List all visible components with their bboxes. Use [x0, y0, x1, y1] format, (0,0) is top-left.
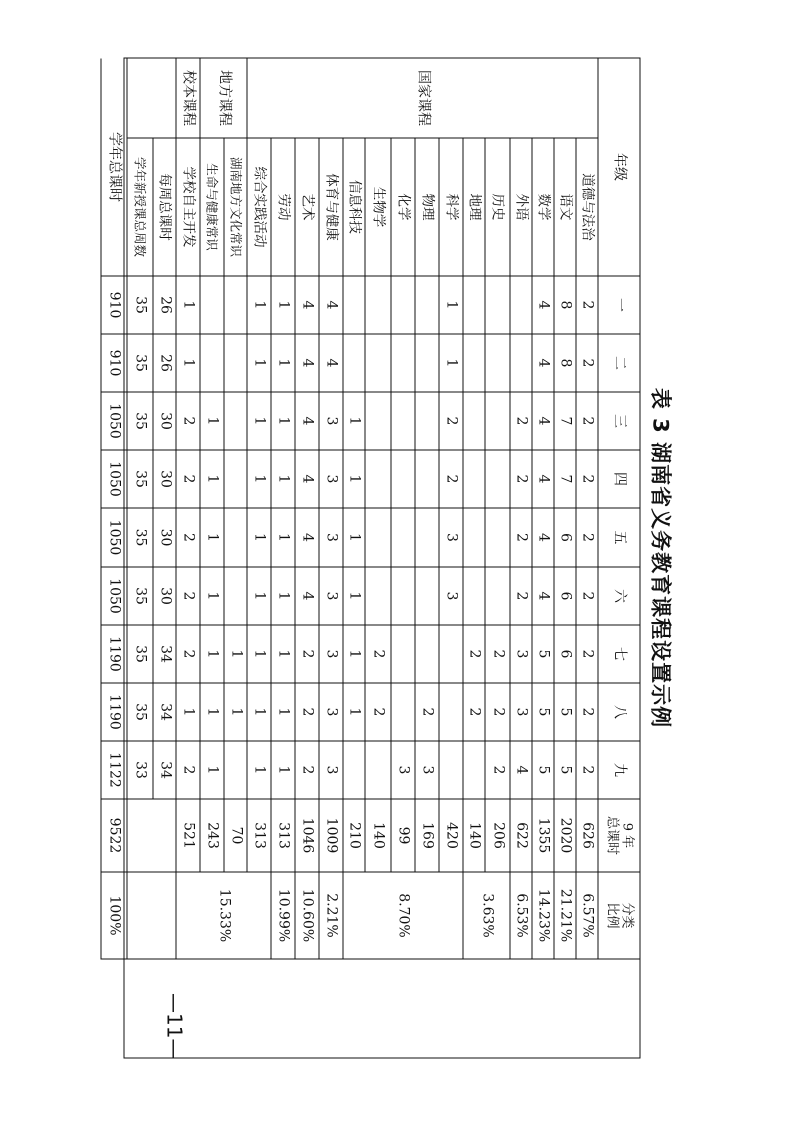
weeks-cell: 35: [127, 393, 153, 451]
weeks-cell: 35: [127, 451, 153, 509]
hours-cell: [391, 509, 415, 568]
subject-name: 地理: [463, 139, 485, 277]
hours-cell: 5: [532, 742, 554, 800]
hours-cell: [463, 335, 485, 393]
hours-cell: 1: [343, 451, 365, 509]
hours-cell: 7: [554, 451, 576, 509]
year-cell: 1190: [101, 626, 127, 684]
header-grade-7: 七: [598, 626, 640, 684]
year-cell: 1050: [101, 509, 127, 568]
hours-cell: 4: [532, 393, 554, 451]
hours-cell: 2: [510, 451, 532, 509]
hours-cell: 3: [510, 684, 532, 742]
hours-cell: [343, 742, 365, 800]
hours-cell: 2: [439, 393, 463, 451]
hours-cell: 4: [295, 277, 319, 335]
summary-blank: [127, 59, 176, 139]
hours-cell: [365, 568, 391, 626]
hours-cell: [343, 277, 365, 335]
hours-cell: 2: [176, 509, 200, 568]
hours-cell: [224, 742, 247, 800]
hours-cell: 5: [554, 684, 576, 742]
hours-cell: 1: [247, 742, 271, 800]
hours-cell: 1: [271, 335, 295, 393]
header-grade-6: 六: [598, 568, 640, 626]
hours-cell: 1: [343, 509, 365, 568]
hours-cell: [485, 277, 510, 335]
hours-cell: 2: [576, 277, 598, 335]
total-hours-cell: 420: [439, 800, 463, 873]
total-hours-cell: 210: [343, 800, 365, 873]
ratio-cell: 10.99%: [271, 873, 295, 960]
hours-cell: [391, 451, 415, 509]
hours-cell: [224, 277, 247, 335]
hours-cell: [224, 509, 247, 568]
hours-cell: [391, 277, 415, 335]
hours-cell: 1: [200, 626, 224, 684]
hours-cell: [343, 335, 365, 393]
ratio-cell: 2.21%: [319, 873, 343, 960]
ratio-cell: 15.33%: [176, 873, 271, 960]
hours-cell: 1: [247, 684, 271, 742]
hours-cell: 1: [200, 742, 224, 800]
hours-cell: 3: [510, 626, 532, 684]
hours-cell: [200, 335, 224, 393]
hours-cell: [391, 393, 415, 451]
hours-cell: 2: [463, 684, 485, 742]
year-label: 学年总课时: [101, 59, 127, 277]
total-hours-cell: 1046: [295, 800, 319, 873]
weeks-cell: 35: [127, 509, 153, 568]
hours-cell: 2: [510, 393, 532, 451]
header-grade-2: 二: [598, 335, 640, 393]
ratio-cell: 14.23%: [532, 873, 554, 960]
hours-cell: 4: [532, 451, 554, 509]
total-hours-cell: 140: [463, 800, 485, 873]
weekly-cell: 30: [153, 509, 176, 568]
hours-cell: [415, 393, 439, 451]
hours-cell: 3: [391, 742, 415, 800]
hours-cell: [415, 509, 439, 568]
hours-cell: [463, 451, 485, 509]
hours-cell: 2: [295, 742, 319, 800]
ratio-cell: 21.21%: [554, 873, 576, 960]
hours-cell: 1: [271, 393, 295, 451]
weekly-cell: 34: [153, 626, 176, 684]
hours-cell: 4: [532, 509, 554, 568]
hours-cell: 4: [532, 335, 554, 393]
header-grade-1: 一: [598, 277, 640, 335]
hours-cell: 1: [176, 277, 200, 335]
hours-cell: 2: [463, 626, 485, 684]
hours-cell: [415, 277, 439, 335]
hours-cell: 1: [200, 684, 224, 742]
hours-cell: [365, 451, 391, 509]
hours-cell: 2: [576, 684, 598, 742]
total-hours-cell: 313: [271, 800, 295, 873]
hours-cell: 1: [271, 684, 295, 742]
weeks-cell: 35: [127, 335, 153, 393]
header-grade: 年级: [598, 59, 640, 277]
subject-name: 生物学: [365, 139, 391, 277]
year-cell: 1050: [101, 568, 127, 626]
hours-cell: 2: [176, 568, 200, 626]
hours-cell: 1: [200, 568, 224, 626]
hours-cell: 4: [295, 335, 319, 393]
weekly-cell: 26: [153, 277, 176, 335]
hours-cell: 2: [365, 626, 391, 684]
subject-name: 历史: [485, 139, 510, 277]
hours-cell: 1: [343, 626, 365, 684]
hours-cell: [224, 568, 247, 626]
weekly-cell: 30: [153, 451, 176, 509]
hours-cell: [224, 335, 247, 393]
subject-name: 语文: [554, 139, 576, 277]
hours-cell: 4: [319, 277, 343, 335]
hours-cell: 3: [415, 742, 439, 800]
hours-cell: 2: [510, 568, 532, 626]
hours-cell: 1: [271, 568, 295, 626]
hours-cell: 1: [271, 742, 295, 800]
hours-cell: 2: [365, 684, 391, 742]
weekly-cell: 30: [153, 568, 176, 626]
header-grade-5: 五: [598, 509, 640, 568]
header-grade-4: 四: [598, 451, 640, 509]
hours-cell: 1: [271, 509, 295, 568]
hours-cell: 2: [576, 742, 598, 800]
weeks-cell: 35: [127, 684, 153, 742]
hours-cell: 3: [439, 509, 463, 568]
hours-cell: 2: [485, 742, 510, 800]
hours-cell: [510, 277, 532, 335]
subject-name: 综合实践活动: [247, 139, 271, 277]
total-hours-cell: 2020: [554, 800, 576, 873]
header-ratio: 分类 比例: [598, 873, 640, 960]
hours-cell: 3: [319, 684, 343, 742]
hours-cell: [365, 393, 391, 451]
subject-name: 数学: [532, 139, 554, 277]
total-hours-cell: 99: [391, 800, 415, 873]
hours-cell: 1: [247, 277, 271, 335]
hours-cell: 3: [319, 509, 343, 568]
hours-cell: [224, 393, 247, 451]
subject-name: 学校自主开发: [176, 139, 200, 277]
hours-cell: [391, 684, 415, 742]
hours-cell: 2: [576, 626, 598, 684]
hours-cell: [439, 742, 463, 800]
header-total: 9 年 总课时: [598, 800, 640, 873]
hours-cell: 2: [576, 451, 598, 509]
hours-cell: 6: [554, 626, 576, 684]
curriculum-table: [106, 58, 641, 1059]
hours-cell: 4: [510, 742, 532, 800]
weekly-cell: 34: [153, 684, 176, 742]
hours-cell: 5: [532, 684, 554, 742]
hours-cell: [365, 742, 391, 800]
hours-cell: 3: [319, 742, 343, 800]
hours-cell: [200, 277, 224, 335]
hours-cell: [415, 626, 439, 684]
hours-cell: 4: [295, 568, 319, 626]
hours-cell: 8: [554, 335, 576, 393]
hours-cell: 4: [295, 393, 319, 451]
hours-cell: [463, 509, 485, 568]
hours-cell: 2: [510, 509, 532, 568]
hours-cell: [463, 277, 485, 335]
hours-cell: 2: [176, 742, 200, 800]
hours-cell: 1: [343, 684, 365, 742]
hours-cell: 1: [247, 626, 271, 684]
hours-cell: 4: [532, 277, 554, 335]
subject-name: 湖南地方文化常识: [224, 139, 247, 277]
hours-cell: [415, 568, 439, 626]
hours-cell: 4: [295, 509, 319, 568]
hours-cell: 3: [319, 626, 343, 684]
hours-cell: 1: [247, 568, 271, 626]
year-total-cell: 9522: [101, 800, 127, 873]
hours-cell: [485, 509, 510, 568]
year-cell: 1122: [101, 742, 127, 800]
total-hours-cell: 313: [247, 800, 271, 873]
hours-cell: 1: [271, 626, 295, 684]
hours-cell: 1: [271, 451, 295, 509]
hours-cell: 2: [176, 393, 200, 451]
ratio-cell: 8.70%: [343, 873, 463, 960]
subject-name: 化学: [391, 139, 415, 277]
hours-cell: 2: [415, 684, 439, 742]
hours-cell: 1: [176, 684, 200, 742]
hours-cell: 1: [224, 626, 247, 684]
hours-cell: [485, 335, 510, 393]
hours-cell: 2: [176, 626, 200, 684]
hours-cell: [415, 451, 439, 509]
hours-cell: [365, 277, 391, 335]
hours-cell: 1: [224, 684, 247, 742]
subject-name: 体育与健康: [319, 139, 343, 277]
hours-cell: 1: [200, 451, 224, 509]
hours-cell: [224, 451, 247, 509]
category-school: 校本课程: [176, 59, 200, 139]
total-hours-cell: 169: [415, 800, 439, 873]
hours-cell: 1: [176, 335, 200, 393]
hours-cell: 6: [554, 568, 576, 626]
hours-cell: 6: [554, 509, 576, 568]
hours-cell: 2: [485, 626, 510, 684]
hours-cell: 1: [271, 277, 295, 335]
hours-cell: 1: [247, 451, 271, 509]
year-cell: 910: [101, 335, 127, 393]
weeks-cell: 35: [127, 277, 153, 335]
total-hours-cell: 206: [485, 800, 510, 873]
weekly-label: 每周总课时: [153, 139, 176, 277]
summary-total-blank: [127, 800, 176, 873]
hours-cell: 1: [439, 277, 463, 335]
hours-cell: [365, 509, 391, 568]
weekly-cell: 26: [153, 335, 176, 393]
total-hours-cell: 70: [224, 800, 247, 873]
hours-cell: [463, 742, 485, 800]
total-hours-cell: 626: [576, 800, 598, 873]
hours-cell: [485, 568, 510, 626]
subject-name: 劳动: [271, 139, 295, 277]
total-hours-cell: 1009: [319, 800, 343, 873]
hours-cell: 5: [532, 626, 554, 684]
ratio-cell: 6.53%: [510, 873, 532, 960]
weeks-cell: 33: [127, 742, 153, 800]
header-grade-9: 九: [598, 742, 640, 800]
weeks-cell: 35: [127, 626, 153, 684]
weeks-label: 学年新授课总周数: [127, 139, 153, 277]
hours-cell: 4: [319, 335, 343, 393]
hours-cell: 2: [485, 684, 510, 742]
hours-cell: 3: [439, 568, 463, 626]
subject-name: 信息科技: [343, 139, 365, 277]
category-national: 国家课程: [247, 59, 598, 139]
ratio-cell: 3.63%: [463, 873, 510, 960]
hours-cell: [463, 568, 485, 626]
hours-cell: [391, 626, 415, 684]
page-number: —11—: [162, 993, 187, 1059]
hours-cell: [391, 568, 415, 626]
hours-cell: 1: [200, 393, 224, 451]
category-local: 地方课程: [200, 59, 247, 139]
hours-cell: [415, 335, 439, 393]
hours-cell: [439, 684, 463, 742]
header-grade-8: 八: [598, 684, 640, 742]
hours-cell: 2: [295, 626, 319, 684]
total-hours-cell: 243: [200, 800, 224, 873]
hours-cell: [439, 626, 463, 684]
total-hours-cell: 622: [510, 800, 532, 873]
hours-cell: 1: [343, 568, 365, 626]
subject-name: 艺术: [295, 139, 319, 277]
hours-cell: 1: [247, 509, 271, 568]
weekly-cell: 30: [153, 393, 176, 451]
subject-name: 道德与法治: [576, 139, 598, 277]
hours-cell: [391, 335, 415, 393]
hours-cell: 4: [295, 451, 319, 509]
hours-cell: 3: [319, 568, 343, 626]
hours-cell: 5: [554, 742, 576, 800]
hours-cell: 8: [554, 277, 576, 335]
total-hours-cell: 1355: [532, 800, 554, 873]
subject-name: 物理: [415, 139, 439, 277]
hours-cell: 3: [319, 451, 343, 509]
total-hours-cell: 140: [365, 800, 391, 873]
subject-name: 生命与健康常识: [200, 139, 224, 277]
year-ratio-cell: 100%: [101, 873, 127, 960]
table-title: 表 3 湖南省义务教育课程设置示例: [648, 387, 673, 729]
year-cell: 1050: [101, 451, 127, 509]
year-cell: 910: [101, 277, 127, 335]
subject-name: 外语: [510, 139, 532, 277]
hours-cell: 2: [576, 509, 598, 568]
hours-cell: 2: [576, 393, 598, 451]
hours-cell: 1: [343, 393, 365, 451]
summary-ratio-blank: [127, 873, 176, 960]
hours-cell: 2: [176, 451, 200, 509]
total-hours-cell: 521: [176, 800, 200, 873]
year-cell: 1050: [101, 393, 127, 451]
hours-cell: 1: [200, 509, 224, 568]
hours-cell: [463, 393, 485, 451]
hours-cell: 3: [319, 393, 343, 451]
hours-cell: 1: [247, 335, 271, 393]
subject-name: 科学: [439, 139, 463, 277]
hours-cell: 1: [247, 393, 271, 451]
weeks-cell: 35: [127, 568, 153, 626]
header-grade-3: 三: [598, 393, 640, 451]
rotated-page: [106, 58, 683, 1059]
hours-cell: [485, 451, 510, 509]
hours-cell: [510, 335, 532, 393]
hours-cell: 1: [439, 335, 463, 393]
hours-cell: 2: [295, 684, 319, 742]
hours-cell: [365, 335, 391, 393]
hours-cell: 2: [439, 451, 463, 509]
hours-cell: [485, 393, 510, 451]
ratio-cell: 10.60%: [295, 873, 319, 960]
hours-cell: 7: [554, 393, 576, 451]
hours-cell: 4: [532, 568, 554, 626]
ratio-cell: 6.57%: [576, 873, 598, 960]
year-cell: 1190: [101, 684, 127, 742]
hours-cell: 2: [576, 568, 598, 626]
hours-cell: 2: [576, 335, 598, 393]
weekly-cell: 34: [153, 742, 176, 800]
